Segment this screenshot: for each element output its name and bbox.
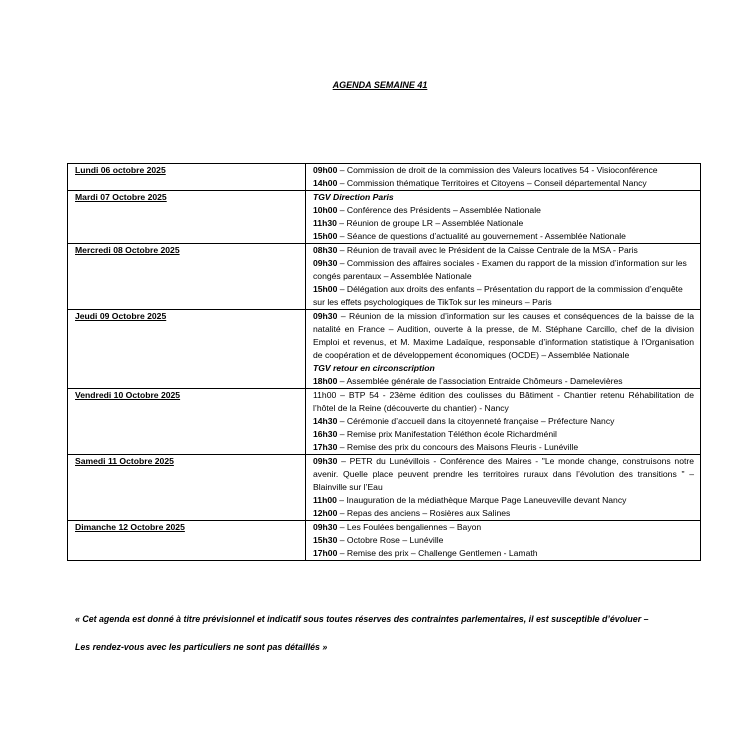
event-time: 16h30 [313,429,338,439]
event-time: 11h00 [313,495,337,505]
day-cell [68,389,306,455]
day-cell [68,521,306,561]
events-cell [306,244,701,310]
event-time: 17h30 [313,442,338,452]
day-label: Mardi 07 Octobre 2025 [75,192,167,202]
event-time: 15h30 [313,535,338,545]
day-label: Samedi 11 Octobre 2025 [75,456,174,466]
event-description: – Remise des prix – Challenge Gentlemen - Lamath [337,548,538,558]
agenda-event [313,547,694,560]
day-cell [68,164,306,191]
agenda-event [313,428,694,441]
event-description: – Octobre Rose – Lunéville [337,535,444,545]
agenda-event [313,415,694,428]
day-label: Dimanche 12 Octobre 2025 [75,522,185,532]
agenda-body [68,164,701,561]
events-cell [306,455,701,521]
event-time: 09h30 [313,522,338,532]
event-time: 15h00 [313,284,338,294]
day-cell [68,244,306,310]
event-description: – PETR du Lunévillois - Conférence des Maires - "Le monde change, construisons notre avenir. Quelle place peuvent prendre les territoires ruraux dans l’évolution des transitions " – Blainville sur l’Eau [313,456,694,492]
day-cell [68,191,306,244]
agenda-event [313,244,694,257]
agenda-row [68,455,701,521]
footer-disclaimer: « Cet agenda est donné à titre prévisionnel et indicatif sous toutes réserves des contraintes parlementaires, il est susceptible d’évoluer – [75,614,649,624]
event-description: – Conférence des Présidents – Assemblée Nationale [337,205,541,215]
event-description: – Réunion de la mission d’information sur les causes et conséquences de la baisse de la natalité en France – Audition, ouverte à la presse, de M. Stéphane Carcillo, chef de la division Emploi et revenus, et M. Maxime Ladaïque, responsable d’information statistique à l’Organisation de coopération et de développement économiques (OCDE) – Assemblée Nationale [313,311,694,360]
event-time: 14h30 [313,416,338,426]
event-time: 09h30 [313,258,338,268]
agenda-table [67,163,701,561]
travel-note-text: TGV Direction Paris [313,192,394,202]
event-description: – Les Foulées bengaliennes – Bayon [337,522,482,532]
event-time: 15h00 [313,231,338,241]
event-time: 10h00 [313,205,338,215]
agenda-row [68,389,701,455]
agenda-event [313,455,694,494]
event-description: – Remise prix Manifestation Téléthon école Richardménil [337,429,557,439]
agenda-event [313,230,694,243]
agenda-event [313,494,694,507]
event-description: – Repas des anciens – Rosières aux Salines [337,508,511,518]
event-time: 14h00 [313,178,338,188]
agenda-event [313,177,694,190]
events-cell [306,164,701,191]
event-description: – Commission des affaires sociales - Examen du rapport de la mission d’information sur les congés parentaux – Assemblée Nationale [313,258,687,281]
agenda-row [68,521,701,561]
event-time: 11h00 [313,390,337,400]
events-cell [306,389,701,455]
day-label: Lundi 06 octobre 2025 [75,165,166,175]
page-title: AGENDA SEMAINE 41 [332,80,428,90]
event-time: 12h00 [313,508,338,518]
events-cell [306,521,701,561]
event-time: 09h30 [313,311,338,321]
day-cell [68,455,306,521]
event-description: – Cérémonie d’accueil dans la citoyenneté française – Préfecture Nancy [337,416,615,426]
agenda-row [68,244,701,310]
agenda-event [313,441,694,454]
event-description: – Réunion de travail avec le Président de la Caisse Centrale de la MSA - Paris [337,245,638,255]
event-time: 09h30 [313,456,338,466]
event-description: – Délégation aux droits des enfants – Présentation du rapport de la commission d’enquête sur les effets psychologiques de TikTok sur les mineurs – Paris [313,284,683,307]
agenda-event [313,283,694,309]
events-cell [306,191,701,244]
day-cell [68,310,306,389]
event-time: 17h00 [313,548,338,558]
event-description: – Remise des prix du concours des Maisons Fleuris - Lunéville [337,442,579,452]
travel-note [313,191,694,204]
event-description: – Commission de droit de la commission des Valeurs locatives 54 - Visioconférence [337,165,658,175]
agenda-event [313,375,694,388]
event-description: – Commission thématique Territoires et Citoyens – Conseil départemental Nancy [337,178,647,188]
event-description: – Réunion de groupe LR – Assemblée Nationale [336,218,524,228]
agenda-row [68,310,701,389]
agenda-event [313,204,694,217]
event-time: 18h00 [313,376,338,386]
event-time: 08h30 [313,245,338,255]
agenda-event [313,217,694,230]
agenda-row [68,164,701,191]
event-description: – BTP 54 - 23ème édition des coulisses du Bâtiment - Chantier retenu Réhabilitation de l’hôtel de la Reine (découverte du chantier) - Nancy [313,390,694,413]
event-description: – Séance de questions d’actualité au gouvernement - Assemblée Nationale [337,231,626,241]
footer-note: Les rendez-vous avec les particuliers ne sont pas détaillés » [75,642,328,652]
agenda-event [313,164,694,177]
agenda-event [313,507,694,520]
event-description: – Inauguration de la médiathèque Marque Page Laneuveville devant Nancy [336,495,627,505]
event-time: 09h00 [313,165,338,175]
day-label: Vendredi 10 Octobre 2025 [75,390,181,400]
agenda-event [313,257,694,283]
events-cell [306,310,701,389]
travel-note [313,362,694,375]
agenda-event [313,389,694,415]
day-label: Mercredi 08 Octobre 2025 [75,245,180,255]
day-label: Jeudi 09 Octobre 2025 [75,311,167,321]
agenda-event [313,534,694,547]
agenda-row [68,191,701,244]
agenda-event [313,521,694,534]
agenda-event [313,310,694,362]
event-time: 11h30 [313,218,337,228]
travel-note-text: TGV retour en circonscription [313,363,435,373]
event-description: – Assemblée générale de l’association Entraide Chômeurs - Damelevières [337,376,623,386]
